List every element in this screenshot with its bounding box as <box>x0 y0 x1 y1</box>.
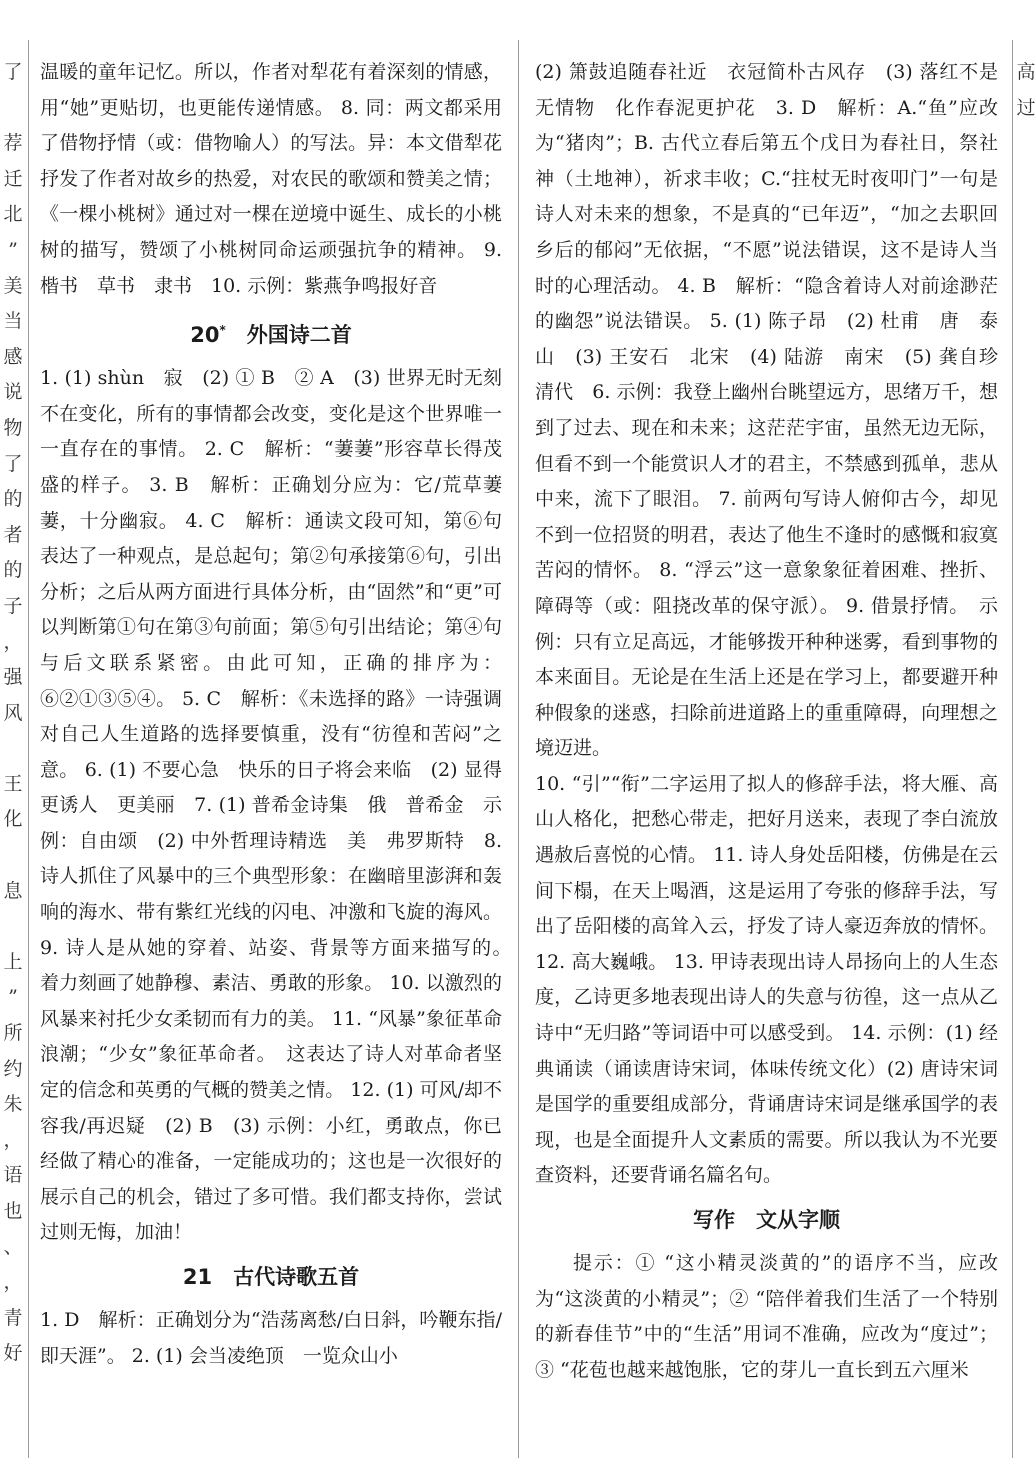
edge-char: 物 <box>3 416 23 439</box>
edge-char: ” <box>8 986 18 1009</box>
edge-char: ” <box>8 238 18 261</box>
edge-char: 了 <box>3 61 23 83</box>
answer-column-2 <box>535 55 1018 1388</box>
edge-char: ， <box>3 1271 23 1294</box>
edge-char: 北 <box>3 203 23 226</box>
edge-char: 高 <box>1016 61 1036 83</box>
edge-char: 当 <box>3 310 23 333</box>
edge-char: 者 <box>3 523 23 546</box>
paragraph: 10. “引”“衔”二字运用了拟人的修辞手法，将大雁、高山人格化，把愁心带走，把好月送来，表现了李白流放遇赦后喜悦的心情。 11. 诗人身处岳阳楼，仿佛是在云间下榻，在天上喝酒，这是运用了夸张的修辞手法，写出了岳阳楼的高耸入云，抒发了诗人豪迈奔放的情怀。 12. 高大巍峨。 13. 甲诗表现出诗人昂扬向上的人生态度，乙诗更多地表现出诗人的失意与彷徨，这一点从乙诗中“无归路”等词语中可以感受到。 14. 示例：(1) 经典诵读（诵读唐诗宋词，体味传统文化）(2) 唐诗宋词是国学的重要组成部分，背诵唐诗宋词是继承国学的表现，也是全面提升人文素质的需要。所以我认为不光要查资料，还要背诵名篇名句。 <box>535 772 998 1187</box>
edge-char: 好 <box>3 1342 23 1365</box>
edge-char: 青 <box>3 1306 23 1329</box>
edge-char <box>2 838 24 874</box>
section-number: 21 <box>182 1265 213 1289</box>
edge-char: 说 <box>3 381 23 404</box>
section-heading-20 <box>40 312 502 353</box>
edge-char <box>1016 731 1036 767</box>
edge-char <box>1016 1372 1036 1408</box>
edge-char: 子 <box>3 594 23 617</box>
edge-char <box>1016 945 1036 981</box>
section-title: 外国诗二首 <box>246 323 352 348</box>
edge-char <box>1016 233 1036 269</box>
edge-char <box>1016 802 1036 838</box>
edge-char: 的 <box>3 488 23 511</box>
edge-char <box>2 91 24 127</box>
edge-char: ， <box>3 630 23 653</box>
edge-char <box>1016 696 1036 732</box>
edge-char <box>1016 375 1036 411</box>
paragraph: (2) 箫鼓追随春社近 衣冠简朴古风存 (3) 落红不是无情物 化作春泥更护花 3. D 解析：A.“鱼”应改为“猪肉”；B. 古代立春后第五个戊日为春社日，祭社神（土地神），祈求丰收；C.“拄杖无时夜叩门”一句是诗人对未来的想象，不是真的“已年迈”，“加之去职回乡后的郁闷”无依据，“不愿”说法错误，这不是诗人当时的心理活动。 4. B 解析：“隐含着诗人对前途渺茫的幽怨”说法错误。 5. (1) 陈子昂 (2) 杜甫 唐 泰山 (3) 王安石 北宋 (4) 陆游 南宋 (5) 龚自珍 清代 6. 示例：我登上幽州台眺望远方，思绪万千，想到了过去、现在和未来；这茫茫宇宙，虽然无边无际，但看不到一个能赏识人才的君主，不禁感到孤单，悲从中来，流下了眼泪。 7. 前两句写诗人俯仰古今，却见不到一位招贤的明君，表达了他生不逢时的感慨和寂寞苦闷的情怀。 8. “浮云”这一意象象征着困难、挫折、障碍等（或：阻挠改革的保守派）。 9. 借景抒情。 示例：只有立足高远，才能够拨开种种迷雾，看到事物的本来面目。无论是在生活上还是在学习上，都要避开种种假象的迷惑，扫除前进道路上的重重障碍，向理想之境迈进。 <box>535 61 1018 760</box>
edge-char: 息 <box>3 879 23 902</box>
edge-char <box>1016 553 1036 589</box>
edge-char: 也 <box>3 1200 23 1222</box>
edge-char <box>1016 909 1036 945</box>
edge-char <box>1016 1016 1036 1052</box>
edge-char <box>1016 304 1036 340</box>
edge-char: 约 <box>3 1057 23 1080</box>
edge-char <box>1016 126 1036 162</box>
edge-char: 感 <box>3 345 23 368</box>
edge-char <box>1016 589 1036 625</box>
edge-char: 了 <box>3 452 23 475</box>
edge-char: 语 <box>3 1164 23 1187</box>
section-mark: * <box>219 323 226 338</box>
edge-char: 朱 <box>3 1093 23 1116</box>
edge-char: 迁 <box>3 167 23 190</box>
edge-char <box>1016 1408 1036 1444</box>
edge-char: 上 <box>3 950 23 973</box>
edge-char <box>1016 625 1036 661</box>
edge-char: 、 <box>3 1235 23 1258</box>
edge-char <box>1016 269 1036 305</box>
edge-char <box>1016 660 1036 696</box>
edge-char <box>1016 838 1036 874</box>
edge-char: 荐 <box>3 132 23 155</box>
edge-char: 所 <box>3 1022 23 1045</box>
section-heading-21 <box>40 1259 502 1295</box>
paragraph: 提示：① “这小精灵淡黄的”的语序不当，应改为“这淡黄的小精灵”；② “陪伴着我们生活了一个特别的新春佳节”中的“生活”用词不准确，应改为“度过”；③ “花苞也越来越饱胀，它的芽儿一直长到五六厘米 <box>535 1252 998 1381</box>
edge-char <box>1016 1052 1036 1088</box>
section-number: 20 <box>190 323 220 348</box>
edge-char: 化 <box>3 808 23 831</box>
edge-char <box>1016 1123 1036 1159</box>
edge-char <box>1016 1336 1036 1372</box>
edge-char: 强 <box>3 666 23 689</box>
edge-char: 王 <box>3 772 23 795</box>
paragraph: 温暖的童年记忆。所以，作者对犁花有着深刻的情感，用“她”更贴切，也更能传递情感。 8. 同：两文都采用了借物抒情（或：借物喻人）的写法。异：本文借犁花抒发了作者对故乡的热爱，对农民的歌颂和赞美之情；《一棵小桃树》通过对一棵在逆境中诞生、成长的小桃树的描写，赞颂了小桃树同命运顽强抗争的精神。 9. 楷书 草书 隶书 10. 示例：紫燕争鸣报好音 <box>40 61 502 297</box>
edge-char <box>1016 340 1036 376</box>
paragraph: 1. D 解析：正确划分为“浩荡离愁/白日斜，吟鞭东指/即天涯”。 2. (1) 会当凌绝顶 一览众山小 <box>40 1309 502 1367</box>
left-edge-fragments <box>2 55 24 1372</box>
section-title: 古代诗歌五首 <box>233 1265 360 1289</box>
edge-char <box>1016 1301 1036 1337</box>
right-edge-fragments <box>1016 55 1036 1443</box>
edge-char <box>1016 482 1036 518</box>
edge-char: ， <box>3 1128 23 1151</box>
edge-char <box>1016 411 1036 447</box>
edge-char: 美 <box>3 274 23 297</box>
section-title: 写作 文从字顺 <box>693 1208 840 1232</box>
edge-char: 风 <box>3 701 23 724</box>
edge-char <box>1016 1265 1036 1301</box>
answer-column-1 <box>40 55 522 1374</box>
edge-char <box>1016 980 1036 1016</box>
edge-char <box>1016 874 1036 910</box>
edge-char <box>1016 1194 1036 1230</box>
edge-char <box>2 731 24 767</box>
column-divider-left <box>28 40 29 1458</box>
column-divider-middle <box>518 40 519 1458</box>
paragraph: 1. (1) shùn 寂 (2) ① B ② A (3) 世界无时无刻不在变化，所有的事情都会改变，变化是这个世界唯一一直存在的事情。 2. C 解析：“萋萋”形容草长得茂盛的样子。 3. B 解析：正确划分应为：它/荒草萋萋，十分幽寂。 4. C 解析：通读文段可知，第⑥句表达了一种观点，是总起句；第②句承接第⑥句，引出分析；之后从两方面进行具体分析，由“固然”和“更”可以判断第①句在第③句前面；第⑤句引出结论；第④句与后文联系紧密。由此可知，正确的排序为：⑥②①③⑤④。 5. C 解析：《未选择的路》一诗强调对自己人生道路的选择要慎重，没有“彷徨和苦闷”之意。 6. (1) 不要心急 快乐的日子将会来临 (2) 显得更诱人 更美丽 7. (1) 普希金诗集 俄 普希金 示例：自由颂 (2) 中外哲理诗精选 美 弗罗斯特 8. 诗人抓住了风暴中的三个典型形象：在幽暗里澎湃和轰响的海水、带有紫红光线的闪电、冲激和飞旋的海风。 9. 诗人是从她的穿着、站姿、背景等方面来描写的。 着力刻画了她静穆、素洁、勇敢的形象。 10. 以激烈的风暴来衬托少女柔韧而有力的美。 11. “风暴”象征革命浪潮；“少女”象征革命者。 这表达了诗人对革命者坚定的信念和英勇的气概的赞美之情。 12. (1) 可风/却不容我/再迟疑 (2) B (3) 示例：小红，勇敢点，你已经做了精心的准备，一定能成功的；这也是一次很好的展示自己的机会，错过了多可惜。我们都支持你，尝试过则无悔，加油！ <box>40 367 522 1244</box>
edge-char <box>1016 1230 1036 1266</box>
edge-char <box>2 909 24 945</box>
edge-char: 的 <box>3 559 23 582</box>
edge-char <box>1016 1158 1036 1194</box>
edge-char <box>1016 518 1036 554</box>
edge-char <box>1016 767 1036 803</box>
edge-char <box>1016 447 1036 483</box>
edge-char: 过 <box>1016 96 1036 119</box>
edge-char <box>1016 162 1036 198</box>
column-divider-right <box>1012 40 1013 1458</box>
edge-char <box>1016 1087 1036 1123</box>
section-heading-writing <box>535 1202 998 1238</box>
edge-char <box>1016 197 1036 233</box>
